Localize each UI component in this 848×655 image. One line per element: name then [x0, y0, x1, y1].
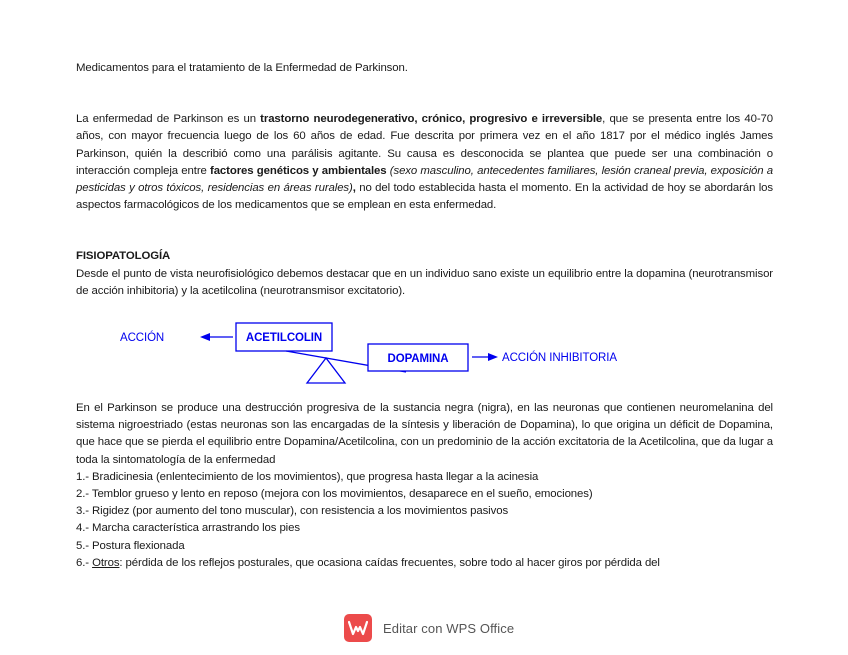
diagram-right-arrowhead [488, 353, 498, 361]
symptom-list-item: 1.- Bradicinesia (enlentecimiento de los movimientos), que progresa hasta llegar a la acinesia [76, 470, 539, 483]
intro-bold-3: , [352, 182, 356, 195]
balance-diagram-svg [76, 316, 773, 396]
intro-paragraph [76, 111, 773, 214]
symptom-list-item: 3.- Rigidez (por aumento del tono muscular), con resistencia a los movimientos pasivos [76, 505, 509, 518]
parkinson-paragraph: En el Parkinson se produce una destrucción progresiva de la sustancia negra (nigra), en las neuronas que contienen neuromelanina del sistema nigroestriado (estas neuronas son las encargadas de la síntesis y liberación de Dopamina), lo que origina un déficit de Dopamina, que hace que se pierda el equilibrio entre Dopamina/Acetilcolina, con un predominio de la acción excitatoria de la Acetilcolina, que da lugar a toda la sintomatología de la enfermedad [76, 402, 773, 466]
last-item-prefix: 6.- [76, 556, 93, 569]
intro-bold-2: factores genéticos y ambientales [210, 164, 387, 177]
intro-bold-1: trastorno neurodegenerativo, crónico, progresivo e irreversible [260, 113, 603, 126]
intro-text-3: no del todo establecida hasta el momento. En la actividad de hoy se abordarán los aspectos farmacológicos de los medicamentos que se emplean en esta enfermedad. [76, 182, 773, 212]
section-heading: FISIOPATOLOGÍA [76, 250, 171, 263]
wps-edit-link[interactable]: Editar con WPS Office [383, 620, 515, 636]
intro-text-1: La enfermedad de Parkinson es un [76, 113, 261, 126]
wps-logo-icon [344, 614, 372, 642]
wps-edit-banner[interactable] [344, 614, 514, 642]
last-item-rest: : pérdida de los reflejos posturales, que ocasiona caídas frecuentes, sobre todo al hacer giros por pérdida del [119, 556, 660, 569]
wps-w-glyph-icon [348, 620, 368, 636]
document-title: Medicamentos para el tratamiento de la Enfermedad de Parkinson. [76, 62, 408, 74]
document-body [76, 60, 773, 572]
symptom-list-item: 5.- Postura flexionada [76, 539, 185, 552]
balance-diagram [76, 316, 773, 396]
intro-italic-1: (sexo masculino, antecedentes familiares, lesión craneal previa, exposición a pesticidas y otros tóxicos, residencias en áreas rurales) [76, 164, 773, 195]
diagram-right-label: ACCIÓN INHIBITORIA [502, 352, 617, 365]
diagram-fulcrum-triangle [307, 358, 345, 383]
diagram-box2-label: DOPAMINA [387, 353, 449, 366]
symptom-list-item: 2.- Temblor grueso y lento en reposo (mejora con los movimientos, desaparece en el sueño, emociones) [76, 488, 593, 501]
symptom-list-item-last [76, 555, 773, 572]
diagram-left-arrowhead [200, 333, 210, 341]
last-item-underlined: Otros [92, 556, 120, 569]
section-paragraph: Desde el punto de vista neurofisiológico debemos destacar que en un individuo sano existe un equilibrio entre la dopamina (neurotransmisor de acción inhibitoria) y la acetilcolina (neurotransmisor excitatorio). [76, 267, 773, 297]
diagram-left-label: ACCIÓN [120, 332, 165, 345]
diagram-box1-label: ACETILCOLIN [245, 332, 323, 345]
intro-text-2: , que se presenta entre los 40-70 años, con mayor frecuencia luego de los 60 años de edad. Fue descrita por primera vez en el año 1817 por el médico inglés James Parkinson, quién la describió como una parálisis agitante. Su causa es desconocida se plantea que puede ser una combinación o interacción compleja entre [76, 113, 774, 177]
symptom-list-item: 4.- Marcha característica arrastrando los pies [76, 522, 300, 535]
